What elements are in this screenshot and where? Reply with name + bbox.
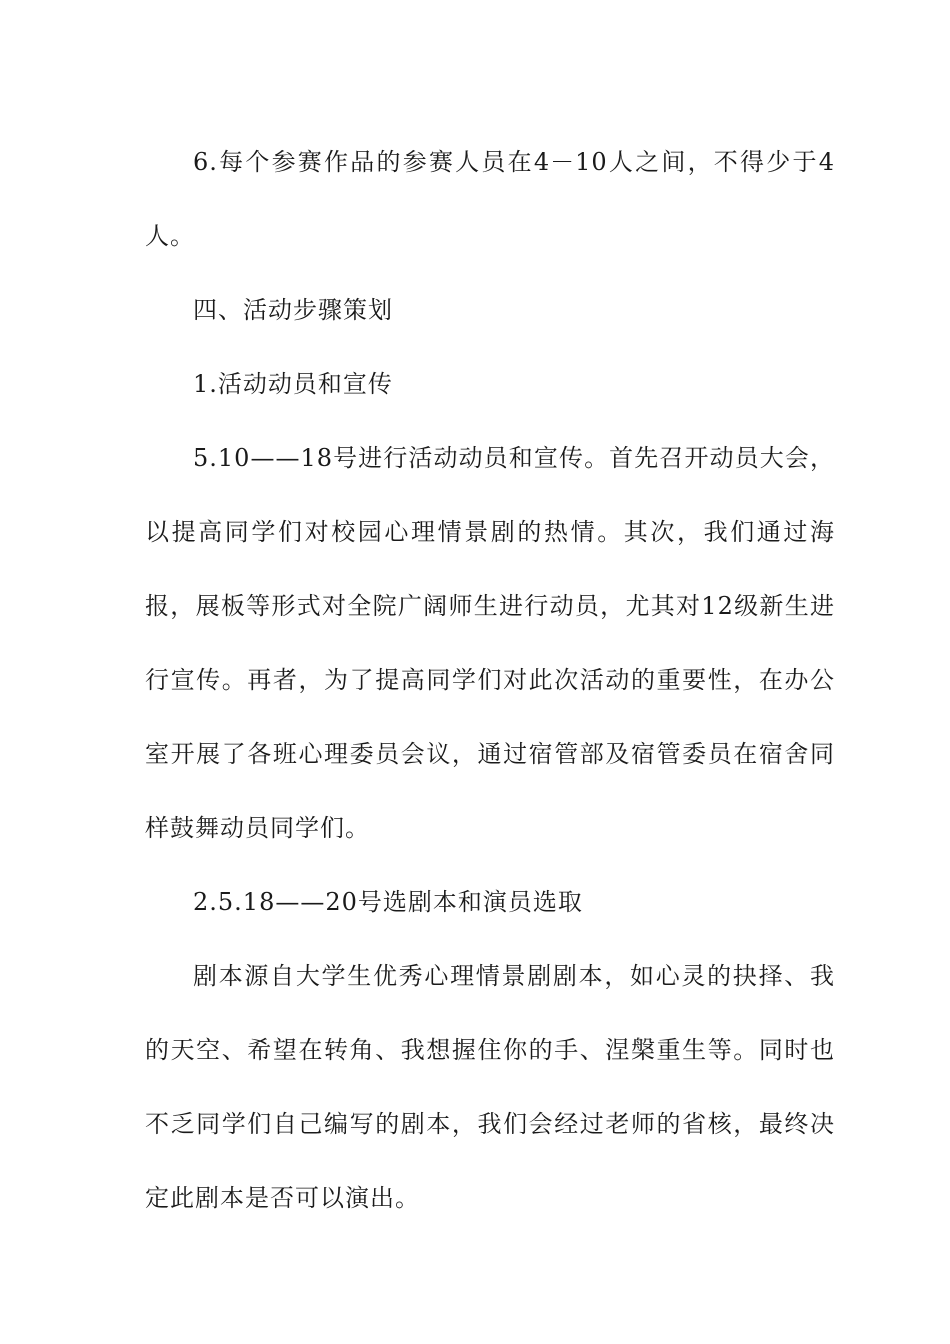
paragraph-mobilization: 5.10——18号进行活动动员和宣传。首先召开动员大会，以提高同学们对校园心理情景剧的热情。其次，我们通过海报，展板等形式对全院广阔师生进行动员，尤其对12级新生进行宣传。再者，为了提高同学们对此次活动的重要性，在办公室开展了各班心理委员会议，通过宿管部及宿管委员在宿舍同样鼓舞动员同学们。 (145, 444, 835, 842)
subheading-mobilization: 1.活动动员和宣传 (193, 370, 393, 398)
paragraph-participant-rule: 6.每个参赛作品的参赛人员在4－10人之间，不得少于4人。 (145, 148, 835, 250)
subheading-script-selection: 2.5.18——20号选剧本和演员选取 (193, 888, 583, 916)
document-body (145, 125, 835, 1235)
section-heading-activity-steps: 四、活动步骤策划 (193, 296, 393, 324)
paragraph-script-selection: 剧本源自大学生优秀心理情景剧剧本，如心灵的抉择、我的天空、希望在转角、我想握住你的手、涅槃重生等。同时也不乏同学们自己编写的剧本，我们会经过老师的省核，最终决定此剧本是否可以演出。 (145, 962, 835, 1212)
